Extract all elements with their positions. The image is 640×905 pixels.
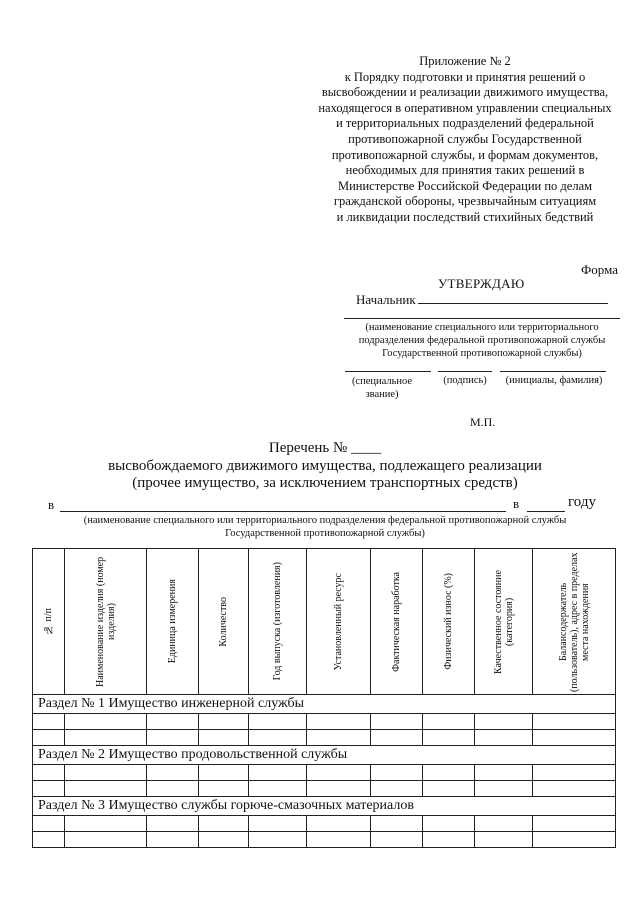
appendix-line: Министерстве Российской Федерации по делам: [337, 178, 593, 193]
signature-caption: (подпись): [443, 375, 487, 386]
col-header-label: Качественное состояние (категория): [492, 569, 515, 674]
section-title: Раздел № 2 Имущество продовольственной службы: [33, 746, 616, 765]
list-title-scope: (прочее имущество, за исключением транспортных средств): [132, 475, 518, 491]
appendix-line: необходимых для принятия таких решений в: [345, 163, 585, 178]
unit-name-line: [344, 318, 620, 319]
col-header-holder: [533, 549, 616, 695]
year-prefix: в: [513, 496, 520, 511]
appendix-line: противопожарной службы Государственной: [348, 131, 582, 146]
list-title-number: Перечень № ____: [268, 440, 382, 456]
section-row: [33, 797, 616, 816]
col-header-quantity: [199, 549, 249, 695]
table-row: [33, 765, 616, 781]
table-row: [33, 781, 616, 797]
dept-prefix: в: [48, 497, 55, 512]
dept-note: [30, 514, 620, 540]
dept-name-line: [60, 511, 506, 512]
chief-name-line: [418, 303, 608, 304]
appendix-line: находящегося в оперативном управлении специальных: [318, 100, 612, 115]
col-header-resource: [307, 549, 371, 695]
year-line: [527, 511, 565, 512]
rank-caption: (специальное звание): [351, 376, 413, 400]
col-header-unit: [147, 549, 199, 695]
appendix-header: [300, 54, 630, 226]
form-label: Форма: [581, 262, 618, 277]
unit-note-line: (наименование специального или территориального: [365, 322, 599, 333]
appendix-line: высвобождении и реализации движимого имущества,: [321, 85, 609, 100]
col-header-label: Единица измерения: [167, 579, 178, 664]
year-word: году: [568, 494, 596, 510]
dept-note-line: Государственной противопожарной службы): [225, 528, 425, 539]
inventory-table: [32, 548, 616, 848]
appendix-line: к Порядку подготовки и принятия решений о: [344, 69, 586, 84]
table-row: [33, 714, 616, 730]
col-header-number: [33, 549, 65, 695]
col-header-label: Установленный ресурс: [333, 572, 344, 671]
unit-note-line: подразделения федеральной противопожарной службы: [358, 335, 606, 346]
name-line: [500, 371, 606, 372]
signature-line: [438, 371, 492, 372]
col-header-year: [249, 549, 307, 695]
unit-note: [344, 321, 620, 360]
section-row: [33, 746, 616, 765]
col-header-label: Фактическая наработка: [391, 571, 402, 672]
section-title: Раздел № 3 Имущество службы горюче-смазочных материалов: [33, 797, 616, 816]
col-header-label: Балансодержатель (пользователь), адрес в пределах места нахождения: [557, 551, 591, 692]
table-row: [33, 816, 616, 832]
table-row: [33, 730, 616, 746]
name-caption: (инициалы, фамилия): [505, 375, 603, 386]
table-row: [33, 832, 616, 848]
col-header-label: Год выпуска (изготовления): [272, 562, 283, 681]
rank-line: [345, 371, 431, 372]
col-header-label: Физический износ (%): [443, 573, 454, 670]
col-header-label: Количество: [218, 596, 229, 647]
appendix-line: гражданской обороны, чрезвычайным ситуациям: [333, 194, 597, 209]
col-header-item-name: [65, 549, 147, 695]
seal-placeholder: М.П.: [470, 415, 496, 429]
col-header-usage: [371, 549, 423, 695]
appendix-line: и территориальных подразделений федеральной: [336, 116, 594, 131]
col-header-label: № п/п: [43, 608, 54, 635]
section-title: Раздел № 1 Имущество инженерной службы: [33, 695, 616, 714]
appendix-line: Приложение № 2: [419, 54, 511, 68]
list-title: [30, 440, 620, 493]
col-header-wear: [423, 549, 475, 695]
col-header-condition: [475, 549, 533, 695]
table-header-row: [33, 549, 616, 695]
dept-note-line: (наименование специального или территориального подразделения федеральной противопожарной службы: [83, 515, 567, 526]
section-row: [33, 695, 616, 714]
appendix-line: противопожарной службы, и формам документов,: [331, 147, 599, 162]
col-header-label: Наименование изделия (номер изделия): [94, 556, 117, 687]
approve-heading: УТВЕРЖДАЮ: [438, 276, 525, 291]
appendix-line: и ликвидации последствий стихийных бедствий: [336, 209, 594, 224]
unit-note-line: Государственной противопожарной службы): [382, 348, 582, 359]
list-title-subject: высвобождаемого движимого имущества, подлежащего реализации: [108, 457, 542, 474]
chief-label: Начальник: [356, 292, 416, 307]
